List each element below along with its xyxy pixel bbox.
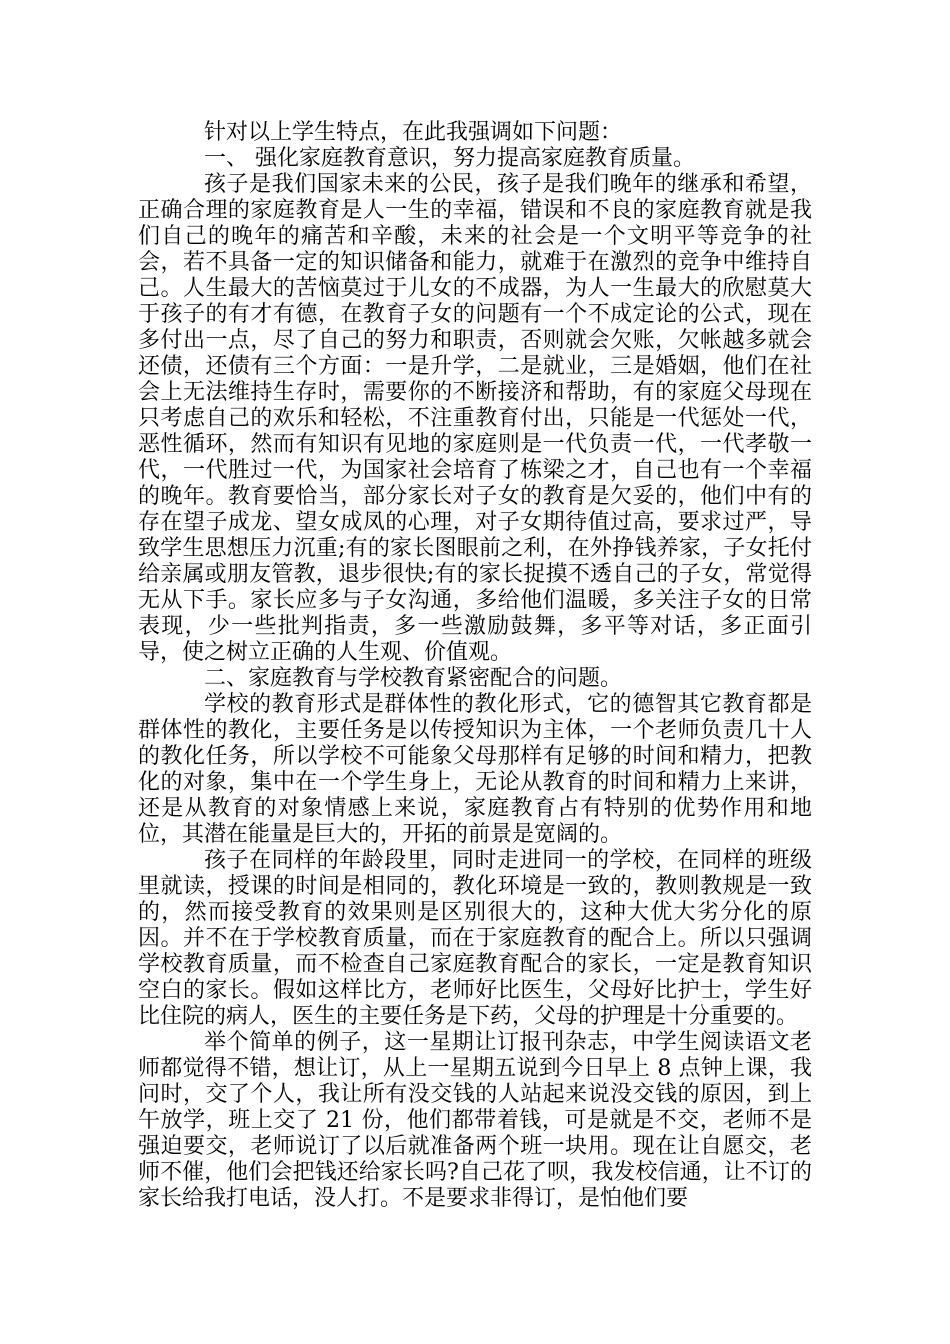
paragraph-example: 举个简单的例子，这一星期让订报刊杂志，中学生阅读语文老师都觉得不错，想让订，从上一星期五说到今日早上 8 点钟上课，我问时，交了个人，我让所有没交钱的人站起来说没交钱的原因，到上午放学，班上交了 21 份，他们都带着钱，可是就是不交，老师不是强迫要交，老师说订了以后就准备两个班一块用。现在让自愿交，老师不催，他们会把钱还给家长吗?自己花了呗，我发校信通，让不订的家长给我打电话，没人打。不是要求非得订，是怕他们要 <box>138 1030 812 1211</box>
paragraph-intro: 针对以上学生特点，在此我强调如下问题： <box>204 120 623 145</box>
heading-section-1: 一、 强化家庭教育意识，努力提高家庭教育质量。 <box>204 146 695 171</box>
document-page <box>138 120 812 1212</box>
paragraph-family-education: 孩子是我们国家未来的公民，孩子是我们晚年的继承和希望，正确合理的家庭教育是人一生的幸福，错误和不良的家庭教育就是我们自己的晚年的痛苦和辛酸，未来的社会是一个文明平等竞争的社会，若不具备一定的知识储备和能力，就难于在激烈的竞争中维持自己。人生最大的苦恼莫过于儿女的不成器，为人一生最大的欣慰莫大于孩子的有才有德，在教育子女的问题有一个不成定论的公式，现在多付出一点，尽了自己的努力和职责，否则就会欠账，欠帐越多就会还债，还债有三个方面：一是升学，二是就业，三是婚姻，他们在社会上无法维持生存时，需要你的不断接济和帮助，有的家庭父母现在只考虑自己的欢乐和轻松，不注重教育付出，只能是一代惩处一代，恶性循环，然而有知识有见地的家庭则是一代负责一代，一代孝敬一代，一代胜过一代，为国家社会培育了栋梁之才，自己也有一个幸福的晚年。教育要恰当，部分家长对子女的教育是欠妥的，他们中有的存在望子成龙、望女成凤的心理，对子女期待值过高，要求过严，导致学生思想压力沉重;有的家长图眼前之利，在外挣钱养家，子女托付给亲属或朋友管教，退步很快;有的家长捉摸不透自己的子女，常觉得无从下手。家长应多与子女沟通，多给他们温暖，多关注子女的日常表现，少一些批判指责，多一些激励鼓舞，多平等对话，多正面引导，使之树立正确的人生观、价值观。 <box>138 172 812 665</box>
paragraph-school-education: 学校的教育形式是群体性的教化形式，它的德智其它教育都是群体性的教化，主要任务是以传授知识为主体，一个老师负责几十人的教化任务，所以学校不可能象父母那样有足够的时间和精力，把教化的对象，集中在一个学生身上，无论从教育的时间和精力上来讲，还是从教育的对象情感上来说，家庭教育占有特别的优势作用和地位，其潜在能量是巨大的，开拓的前景是宽阔的。 <box>138 692 812 847</box>
heading-section-2: 二、家庭教育与学校教育紧密配合的问题。 <box>204 666 623 691</box>
paragraph-same-age: 孩子在同样的年龄段里，同时走进同一的学校，在同样的班级里就读，授课的时间是相同的，教化环境是一致的，教则教规是一致的，然而接受教育的效果则是区别很大的，这种大优大劣分化的原因。并不在于学校教育质量，而在于家庭教育的配合上。所以只强调学校教育质量，而不检查自己家庭教育配合的家长，一定是教育知识空白的家长。假如这样比方，老师好比医生，父母好比护士，学生好比住院的病人，医生的主要任务是下药，父母的护理是十分重要的。 <box>138 848 812 1029</box>
